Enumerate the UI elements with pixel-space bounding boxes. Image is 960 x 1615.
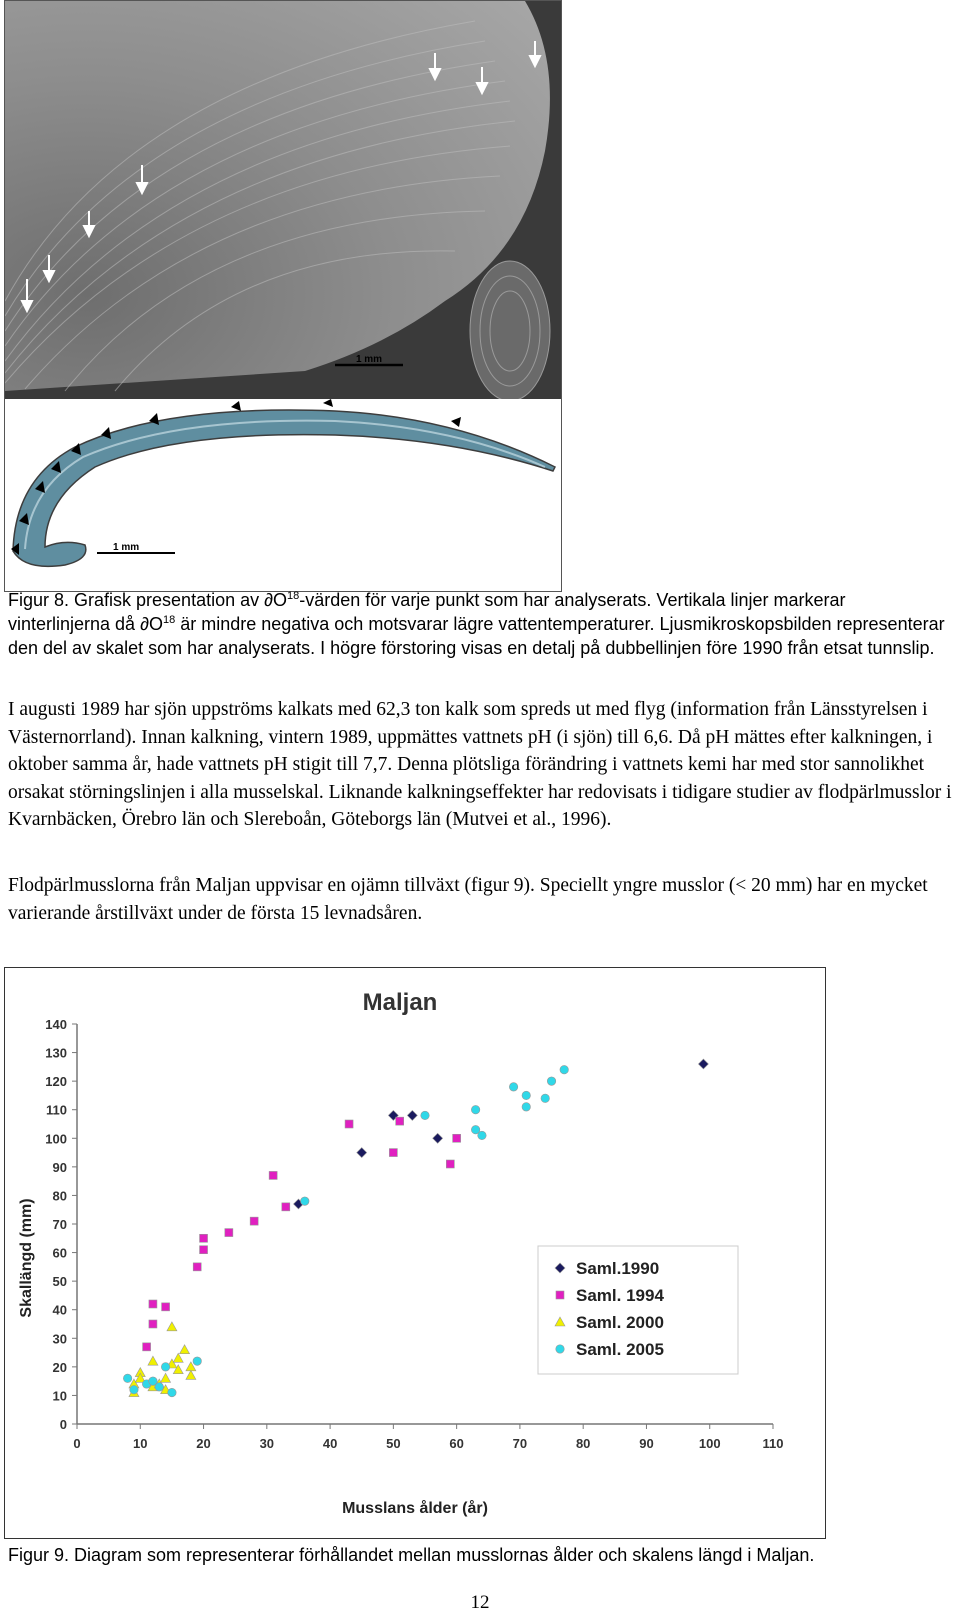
data-point (389, 1149, 397, 1157)
scatter-chart (5, 968, 825, 1538)
legend-label: Saml. 2005 (576, 1340, 664, 1359)
x-tick-label: 20 (196, 1436, 211, 1451)
legend-label: Saml.1990 (576, 1259, 660, 1278)
x-tick-label: 70 (512, 1436, 528, 1451)
caption-superscript-1: 18 (287, 590, 300, 602)
x-axis-label: Musslans ålder (år) (342, 1500, 488, 1517)
figure9-caption: Figur 9. Diagram som representerar förhållandet mellan musslornas ålder och skalens längd i Maljan. (8, 1545, 815, 1565)
series-1-points (293, 1059, 708, 1209)
x-tick-label: 90 (639, 1436, 654, 1451)
chart-title: Maljan (362, 989, 438, 1016)
series-2-points (143, 1117, 461, 1351)
x-tick-label: 60 (449, 1436, 464, 1451)
legend-label: Saml. 1994 (576, 1286, 664, 1305)
y-tick-label: 50 (52, 1274, 67, 1290)
legend-marker (556, 1291, 564, 1299)
y-tick-label: 60 (52, 1245, 67, 1261)
paragraph-growth: Flodpärlmusslorna från Maljan uppvisar en ojämn tillväxt (figur 9). Speciellt yngre musslor (< 20 mm) har en mycket varierande årstillväxt under de första 15 levnadsåren. (8, 875, 928, 924)
y-tick-label: 110 (46, 1102, 67, 1118)
data-point (269, 1171, 277, 1179)
data-point (200, 1246, 208, 1254)
data-point (478, 1131, 487, 1140)
data-point (509, 1083, 517, 1092)
figure8-caption (8, 588, 948, 660)
data-point (186, 1370, 196, 1379)
data-point (433, 1133, 443, 1143)
legend-label: Saml. 2000 (576, 1313, 664, 1332)
data-point (453, 1134, 461, 1142)
y-tick-label: 120 (45, 1074, 67, 1090)
data-point (407, 1110, 417, 1120)
data-point (560, 1065, 569, 1074)
y-tick-label: 130 (45, 1045, 67, 1061)
data-point (193, 1263, 201, 1271)
data-point (155, 1383, 164, 1392)
data-point (161, 1363, 170, 1372)
data-point (471, 1105, 480, 1114)
micro-section-image (5, 399, 561, 591)
data-point (225, 1229, 233, 1237)
data-point (161, 1373, 171, 1382)
data-point (123, 1374, 132, 1383)
y-tick-label: 70 (52, 1217, 67, 1232)
micro-scale-label: 1 mm (113, 542, 140, 553)
y-tick-label: 140 (45, 1017, 67, 1032)
y-tick-label: 30 (52, 1331, 67, 1347)
data-point (200, 1234, 208, 1242)
legend-marker (556, 1345, 565, 1354)
x-tick-label: 10 (133, 1436, 148, 1451)
x-tick-label: 110 (762, 1436, 784, 1451)
data-point (522, 1103, 531, 1112)
data-point (148, 1356, 158, 1365)
data-point (522, 1091, 531, 1100)
data-point (149, 1320, 157, 1328)
y-tick-label: 80 (52, 1188, 67, 1204)
data-point (345, 1120, 353, 1128)
data-point (143, 1343, 151, 1351)
figure9-chart (4, 967, 826, 1539)
x-tick-label: 50 (386, 1436, 401, 1451)
data-point (541, 1094, 550, 1103)
y-tick-label: 20 (52, 1359, 67, 1375)
series-4-points (123, 1065, 568, 1396)
data-point (301, 1197, 310, 1206)
data-point (698, 1059, 708, 1069)
sem-shell-image (5, 1, 561, 399)
paragraph-liming: I augusti 1989 har sjön uppströms kalkats med 62,3 ton kalk som spreds ut med flyg (information från Länsstyrelsen i Västernorrland). Innan kalkning, vintern 1989, uppmättes vattnets pH (i sjön) till 6,6. Då pH mättes efter kalkningen, i oktober samma år, hade vattnets pH stigit till 7,7. Denna plötsliga förändring i vattnets kemi har med stor sannolikhet orsakat störningslinjen i alla musselskal. Liknande kalkningseffekter har redovisats i tidigare studier av flodpärlmusslor i Kvarnbäcken, Örebro län och Slereboån, Göteborgs län (Mutvei et al., 1996). (8, 699, 952, 830)
data-point (193, 1357, 202, 1366)
page-number: 12 (470, 1592, 490, 1613)
x-tick-label: 80 (575, 1436, 591, 1451)
data-point (162, 1303, 170, 1311)
data-point (282, 1203, 290, 1211)
data-point (446, 1160, 454, 1168)
y-tick-label: 0 (59, 1417, 67, 1432)
caption-superscript-2: 18 (162, 614, 176, 626)
data-point (421, 1111, 430, 1120)
caption-text-2: -värden för varje punkt som har analyserats. Vertikala linjer markerar vinterlinjerna då ∂O (8, 590, 846, 634)
caption-text-1: Figur 8. Grafisk presentation av ∂O (8, 590, 288, 610)
sem-scale-label: 1 mm (355, 354, 383, 365)
data-point (173, 1353, 183, 1362)
x-tick-label: 100 (698, 1436, 721, 1451)
x-tick-label: 30 (259, 1436, 275, 1451)
figure8-image (4, 0, 562, 592)
y-tick-label: 40 (52, 1302, 67, 1318)
x-tick-label: 40 (322, 1436, 338, 1451)
y-tick-label: 90 (52, 1159, 67, 1175)
data-point (547, 1077, 556, 1086)
data-point (130, 1385, 139, 1394)
data-point (357, 1148, 367, 1158)
y-tick-label: 100 (45, 1131, 67, 1147)
data-point (149, 1300, 157, 1308)
data-point (250, 1217, 258, 1225)
data-point (396, 1117, 404, 1125)
data-point (168, 1388, 177, 1397)
y-axis-label: Skallängd (mm) (18, 1198, 35, 1318)
data-point (180, 1345, 190, 1354)
y-tick-label: 10 (52, 1388, 67, 1404)
x-tick-label: 0 (73, 1436, 81, 1451)
chart-legend (538, 1246, 738, 1374)
data-point (167, 1322, 177, 1331)
caption-text-3: är mindre negativa och motsvarar lägre vattentemperaturer. Ljusmikroskopsbilden representerar den del av skalet som har analyserats. I högre förstoring visas en detalj på dubbellinjen före 1990 från etsat tunnslip. (8, 614, 945, 658)
